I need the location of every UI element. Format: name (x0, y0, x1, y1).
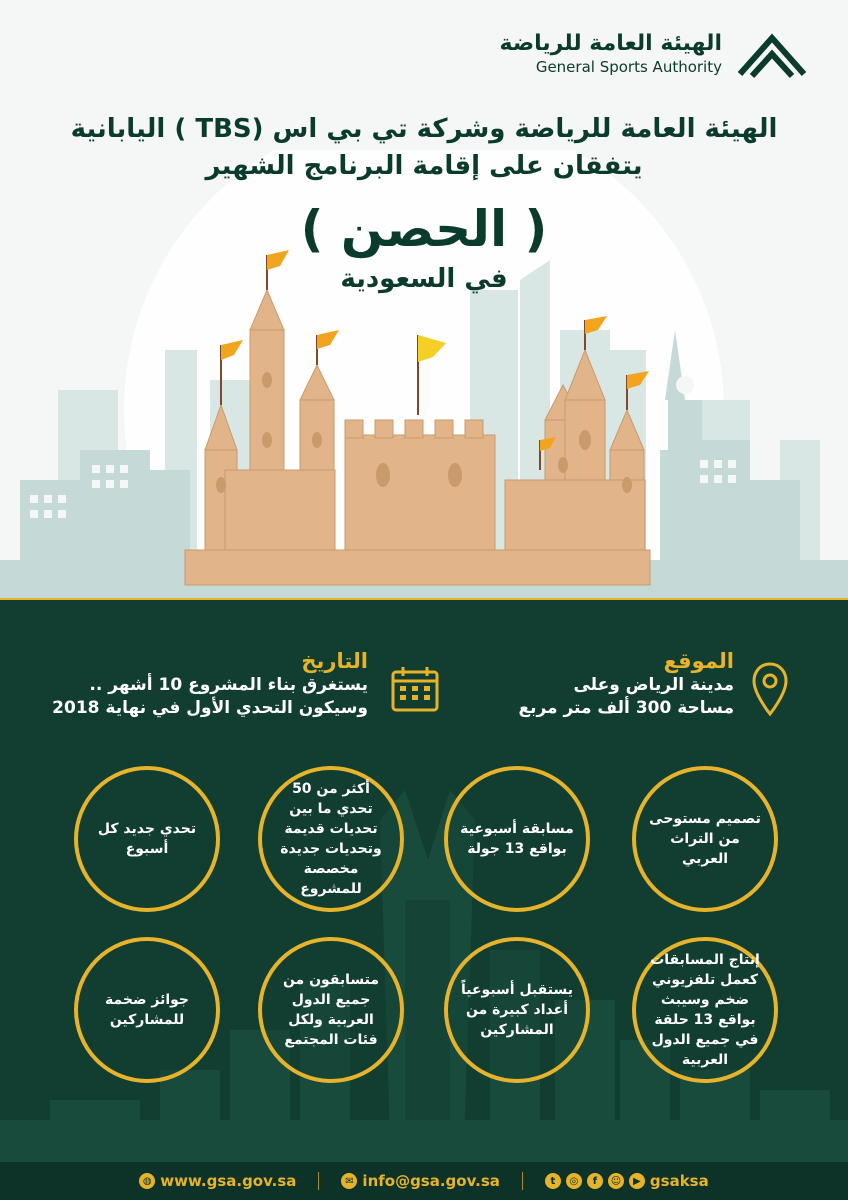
feature-circle (74, 937, 220, 1083)
feature-circle (258, 937, 404, 1083)
headline-line-2: يتفقان على إقامة البرنامج الشهير (205, 151, 643, 181)
web-icon: ◍ (139, 1173, 155, 1189)
headline (40, 110, 808, 294)
feature-text: إنتاج المسابقات كعمل تلفزيوني ضخم وسيبث بواقع 13 حلقة في جميع الدول العربية (650, 952, 760, 1068)
hero-section (0, 0, 848, 598)
gsa-logo (500, 28, 808, 80)
location-pin-icon (750, 660, 790, 720)
feature-text: تحدي جديد كل أسبوع (97, 821, 197, 857)
feature-text: مسابقة أسبوعية بواقع 13 جولة (460, 821, 574, 857)
date-line-2: وسيكون التحدي الأول في نهاية 2018 (52, 698, 368, 718)
date-title: التاريخ (301, 649, 368, 673)
feature-circle (632, 937, 778, 1083)
footer-contacts (0, 1162, 848, 1200)
instagram-icon[interactable]: ◎ (566, 1173, 582, 1189)
org-name-arabic: الهيئة العامة للرياضة (499, 31, 722, 56)
location-line-1: مدينة الرياض وعلى (573, 675, 734, 695)
headline-line-1: الهيئة العامة للرياضة وشركة تي بي اس (TBS ) اليابانية (70, 114, 778, 144)
date-line-1: يستغرق بناء المشروع 10 أشهر .. (89, 675, 368, 695)
feature-circle (444, 937, 590, 1083)
feature-circle (74, 766, 220, 912)
gsa-chevron-logo-icon (736, 28, 808, 80)
headline-line-3: في السعودية (340, 264, 508, 294)
org-name-english: General Sports Authority (535, 58, 722, 76)
feature-circle (258, 766, 404, 912)
footer-separator (318, 1172, 319, 1190)
date-info (52, 648, 368, 720)
email-text: info@gsa.gov.sa (362, 1172, 500, 1190)
calendar-icon (390, 664, 440, 714)
facebook-icon[interactable]: f (587, 1173, 603, 1189)
twitter-icon[interactable]: t (545, 1173, 561, 1189)
social-handle: gsaksa (649, 1172, 709, 1190)
location-info (518, 648, 734, 720)
snapchat-icon[interactable]: ☺ (608, 1173, 624, 1189)
program-name: ( الحصن ) (300, 200, 548, 258)
social-links[interactable] (545, 1172, 709, 1190)
feature-text: جوائز ضخمة للمشاركين (105, 992, 189, 1028)
details-section (0, 600, 848, 1200)
location-title: الموقع (663, 649, 734, 673)
footer-separator (522, 1172, 523, 1190)
feature-text: أكثر من 50 تحدي ما بين تحديات قديمة وتحديات جديدة مخصصة للمشروع (280, 781, 382, 897)
youtube-icon[interactable]: ▶ (629, 1173, 645, 1189)
feature-text: متسابقون من جميع الدول العربية ولكل فئات المجتمع (282, 972, 380, 1048)
email-icon: ✉ (341, 1173, 357, 1189)
website-link[interactable] (139, 1172, 296, 1190)
website-text: www.gsa.gov.sa (160, 1172, 297, 1190)
email-link[interactable] (341, 1172, 499, 1190)
feature-circle (632, 766, 778, 912)
location-line-2: مساحة 300 ألف متر مربع (518, 698, 734, 718)
feature-circle (444, 766, 590, 912)
feature-text: يستقبل أسبوعياً أعداد كبيرة من المشاركين (461, 982, 573, 1038)
feature-text: تصميم مستوحى من التراث العربي (649, 811, 761, 867)
